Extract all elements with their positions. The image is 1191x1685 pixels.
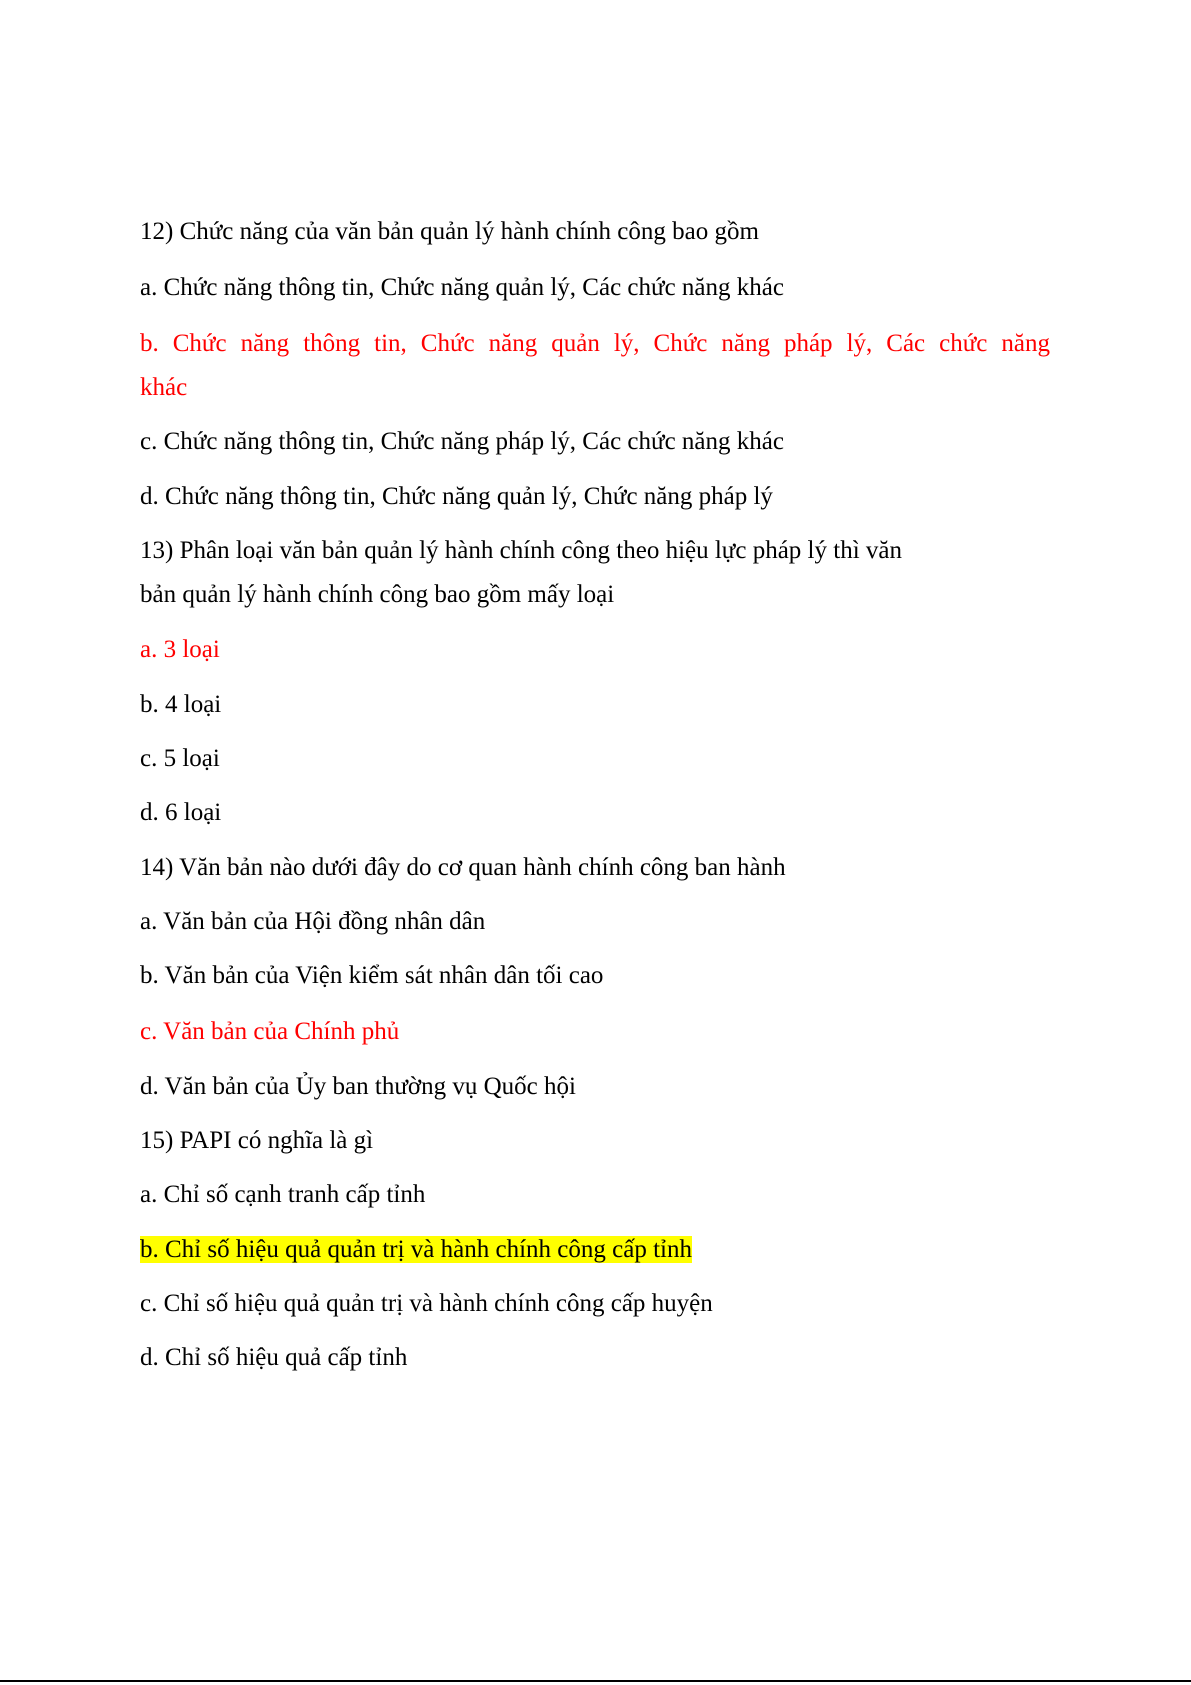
q15-option-d: d. Chỉ số hiệu quả cấp tỉnh (140, 1344, 408, 1371)
q12-option-a: a. Chức năng thông tin, Chức năng quản lý, Các chức năng khác (140, 274, 784, 301)
question-13-line1: 13) Phân loại văn bản quản lý hành chính công theo hiệu lực pháp lý thì văn (140, 537, 902, 564)
q14-option-c-correct: c. Văn bản của Chính phủ (140, 1018, 400, 1045)
question-14: 14) Văn bản nào dưới đây do cơ quan hành chính công ban hành (140, 854, 786, 881)
q14-option-d: d. Văn bản của Ủy ban thường vụ Quốc hội (140, 1073, 576, 1100)
q13-option-b: b. 4 loại (140, 691, 222, 718)
q12-option-b-correct: b. Chức năng thông tin, Chức năng quản lý, Chức năng pháp lý, Các chức năng (140, 330, 1050, 357)
q14-option-b: b. Văn bản của Viện kiểm sát nhân dân tối cao (140, 962, 604, 989)
question-15: 15) PAPI có nghĩa là gì (140, 1127, 374, 1154)
question-13-line2: bản quản lý hành chính công bao gồm mấy loại (140, 581, 615, 608)
q14-option-a: a. Văn bản của Hội đồng nhân dân (140, 908, 486, 935)
q12-option-d: d. Chức năng thông tin, Chức năng quản lý, Chức năng pháp lý (140, 483, 773, 510)
q12-option-c: c. Chức năng thông tin, Chức năng pháp lý, Các chức năng khác (140, 428, 784, 455)
q15-option-c: c. Chỉ số hiệu quả quản trị và hành chính công cấp huyện (140, 1290, 713, 1317)
q13-option-d: d. 6 loại (140, 799, 222, 826)
q13-option-a-correct: a. 3 loại (140, 636, 220, 663)
q13-option-c: c. 5 loại (140, 745, 220, 772)
answer-highlight: b. Chỉ số hiệu quả quản trị và hành chính công cấp tỉnh (140, 1236, 692, 1263)
page-bottom-rule (0, 1680, 1191, 1682)
q15-option-a: a. Chỉ số cạnh tranh cấp tỉnh (140, 1181, 426, 1208)
question-12: 12) Chức năng của văn bản quản lý hành chính công bao gồm (140, 218, 759, 245)
q12-option-b-continuation: khác (140, 374, 188, 401)
q15-option-b-highlighted (140, 1233, 692, 1267)
